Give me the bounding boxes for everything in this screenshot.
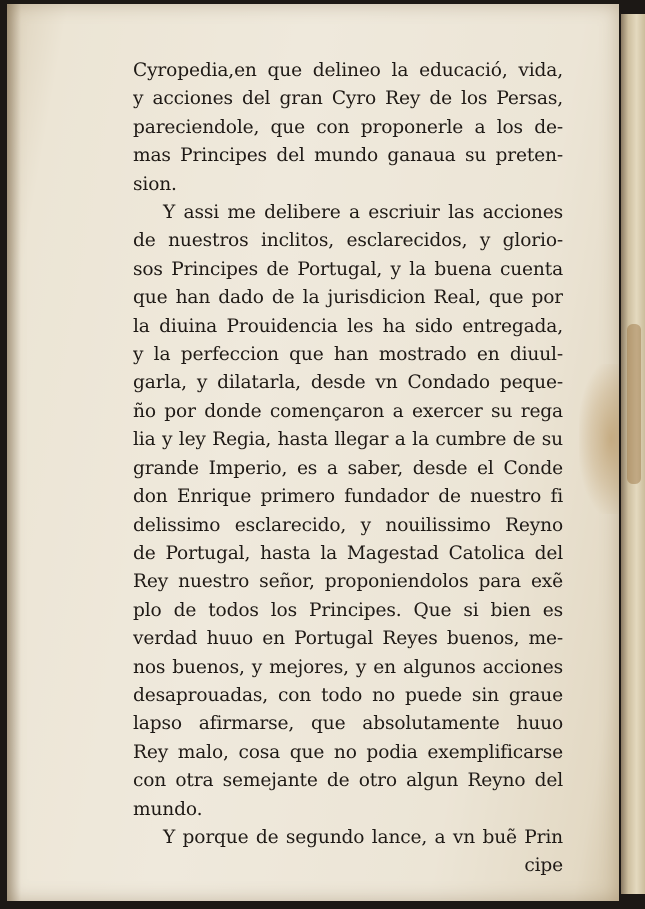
text-line: mas Principes del mundo ganaua su preten- — [133, 145, 563, 167]
text-line: de Portugal, hasta la Magestad Catolica del — [133, 542, 563, 564]
text-line: Y porque de segundo lance, a vn buẽ Prin — [163, 826, 563, 848]
text-line: mundo. — [133, 798, 203, 820]
text-line: Y assi me delibere a escriuir las acciones — [163, 202, 563, 224]
text-line: don Enrique primero fundador de nuestro fi — [133, 486, 563, 508]
text-line: con otra semejante de otro algun Reyno del — [133, 770, 563, 792]
text-line: Rey malo, cosa que no podia exemplificarse — [133, 741, 563, 763]
text-line: y la perfeccion que han mostrado en diuul- — [133, 344, 563, 366]
text-line: grande Imperio, es a saber, desde el Conde — [133, 457, 563, 479]
text-line: ño por donde començaron a exercer su rega — [133, 400, 563, 422]
text-line: la diuina Prouidencia les ha sido entregada, — [133, 315, 563, 337]
text-line: y acciones del gran Cyro Rey de los Persas, — [133, 88, 563, 110]
text-line: garla, y dilatarla, desde vn Condado peque- — [133, 372, 563, 394]
text-line: sion. — [133, 173, 177, 195]
text-line: de nuestros inclitos, esclarecidos, y glorio- — [133, 230, 563, 252]
text-line: Rey nuestro señor, proponiendolos para exẽ — [133, 571, 563, 593]
adjacent-page-edge — [621, 14, 645, 894]
page-text — [133, 57, 563, 881]
text-line: verdad huuo en Portugal Reyes buenos, me- — [133, 628, 563, 650]
text-line: nos buenos, y mejores, y en algunos acciones — [133, 656, 563, 678]
text-line: delissimo esclarecido, y nouilissimo Reyno — [133, 514, 563, 536]
catchword: cipe — [524, 855, 563, 877]
paper-stain — [579, 364, 619, 514]
text-line: sos Principes de Portugal, y la buena cuenta — [133, 258, 563, 280]
text-line: desaprouadas, con todo no puede sin graue — [133, 684, 563, 706]
text-line: Cyropedia,en que delineo la educació, vida, — [133, 60, 563, 81]
text-line: que han dado de la jurisdicion Real, que por — [133, 287, 563, 309]
text-line: lapso afirmarse, que absolutamente huuo — [133, 713, 563, 735]
text-line: lia y ley Regia, hasta llegar a la cumbre de su — [133, 429, 563, 451]
text-line: plo de todos los Principes. Que si bien es — [133, 599, 563, 621]
text-line: pareciendole, que con proponerle a los de- — [133, 116, 563, 138]
